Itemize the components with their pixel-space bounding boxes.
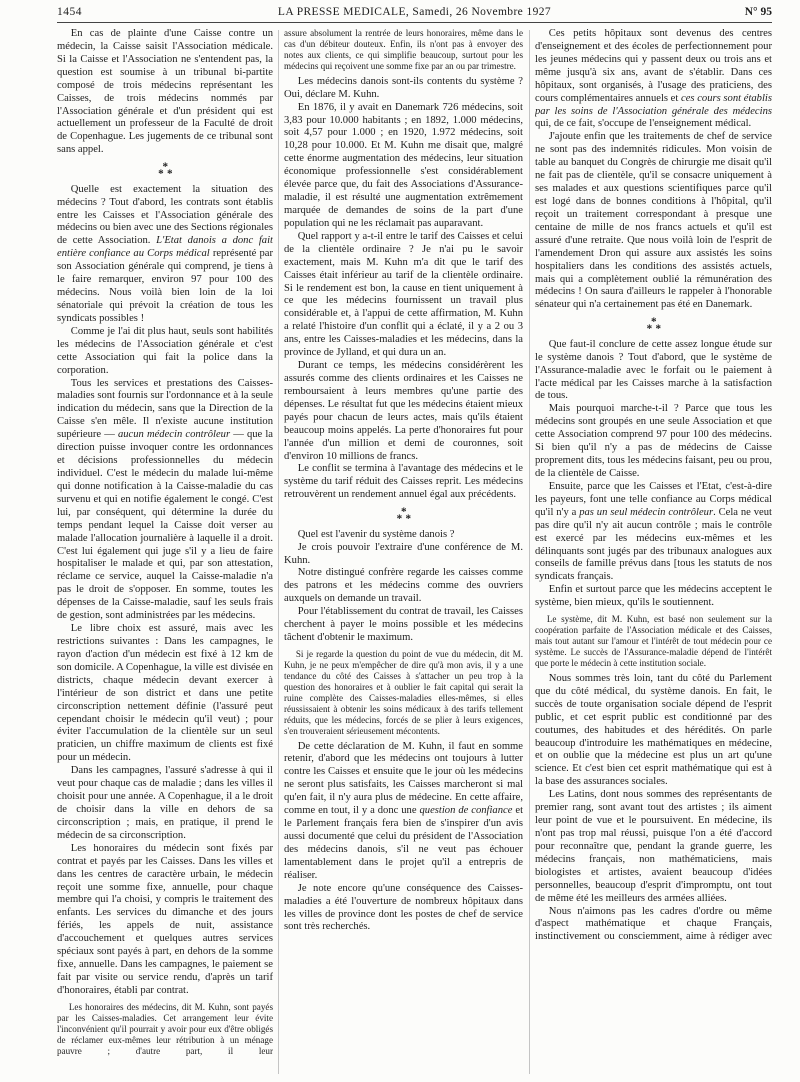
paragraph: Le libre choix est assuré, mais avec les restrictions suivantes : Dans les campagnes, le rayon d'action d'un médecin est fixé à 12 km de son domicile. A Copenhague, la ville est divisée en districts, chaque médecin devant exercer à l'intérieur de son district et dans une petite circonscription nettement définie (l'assuré peut cependant choisir le médecin qu'il veut) ; pour éviter l'accumulation de la clientèle sur un seul praticien, un chiffre maximum de clients est fixé pour un médecin. <box>57 623 273 764</box>
quote-small-print: Les honoraires des médecins, dit M. Kuhn, sont payés par les Caisses-maladies. Cet arrangement leur évite l'inconvénient qu'il pourrait y avoir pour eux d'être obligés de réclamer eux-mêmes leur rétribution à un ménage pauvre ; d'autre part, il leur <box>57 1001 273 1056</box>
text-run: et le Parlement français fera bien de s'inspirer d'un avis aussi documenté que celui du président de l'Association des médecins danois, s'il ne veut pas échouer lamentablement dans le projet qu'il a entrepris de réaliser. <box>284 805 523 881</box>
paragraph: Nous sommes très loin, tant du côté du Parlement que du côté médical, du système danois. En fait, le succès de toute organisation sociale dépend de l'esprit public, et cet esprit public est conditionné par des coutumes, des habitudes et des hérédités. On parle beaucoup d'introduire les mathématiques en médecine, et on oublie que la médecine est plus un art qu'une science. Et c'est bien cet esprit mathématique qui est à la base des assurances sociales. <box>535 672 772 788</box>
paragraph: Mais pourquoi marche-t-il ? Parce que tous les médecins sont groupés en une seule Association et que cette Association comprend 97 pour 100 des médecins. Si bien qu'il n'y a pas de médecins de Caisse proprement dits, tous les médecins faisant, peu ou prou, de la clientèle de Caisse. <box>535 403 772 479</box>
paragraph: Je crois pouvoir l'extraire d'une conférence de M. Kuhn. <box>284 541 523 566</box>
paragraph: Dans les campagnes, l'assuré s'adresse à qui il veut pour chaque cas de maladie ; dans les villes il choisit pour une année. A Copenhague, il a le droit de choisir dans la ville en dehors de sa circonscription ; mais, en pratique, il prend le médecin de sa circonscription. <box>57 765 273 841</box>
text-run: Quelle est exactement la situation des médecins ? Tout d'abord, les contrats sont établis entre les Caisses et l'Association générale des médecins ou bien avec une des Sections régionales de cette Association. <box>57 183 273 247</box>
quote-small-print-continued: assure absolument la rentrée de leurs honoraires, même dans le cas d'un débiteur douteux. Enfin, ils n'ont pas à envoyer des notes aux clients, ce qui simplifie beaucoup, surtout pour les médecins qui reçoivent une somme fixe par an ou par trimestre. <box>284 28 523 71</box>
paragraph: Les médecins danois sont-ils contents du système ? Oui, déclare M. Kuhn. <box>284 75 523 100</box>
paragraph: Les Latins, dont nous sommes des représentants de premier rang, sont avant tout des artistes ; ils aiment leur point de vue et le poursuivent. En médecine, ils n'ont pas trop mal réussi, puisque l'on a été d'accord pour reconnaître que, pendant la grande guerre, les médecins français, non mathématiciens, mais biologistes et artistes, avaient beaucoup d'idées personnelles, beaucoup d'esprit d'impromptu, ont tout de même été les meilleurs des armées alliées. <box>535 789 772 904</box>
paragraph: Le conflit se termina à l'avantage des médecins et le système du tarif réduit des Caisses reprit. Les médecins retrouvèrent un rendement annuel égal aux précédents. <box>284 463 523 501</box>
text-run: Tous les services et prestations des Caisses-maladies sont fournis sur l'ordonnance et à la seule indication du médecin, sans que la Direction de la Caisse s'en mêle. Il n'existe aucune institution supérieure — <box>57 377 273 441</box>
text-run: représenté par son Association générale qui comprend, je tiens à le faire remarquer, environ 97 pour 100 des médecins. Nous voilà bien loin de la loi sénatoriale qui prévoit la création de tous les syndicats possibles ! <box>57 248 273 324</box>
paragraph: Quel est l'avenir du système danois ? <box>297 528 455 540</box>
column-rule <box>529 30 530 1074</box>
paragraph: Je note encore qu'une conséquence des Caisses-maladies a été l'ouverture de nombreux hôpitaux dans les villes de province dont les postes de chef de service sont très recherchés. <box>284 882 523 933</box>
page-number: 1454 <box>57 6 82 18</box>
paragraph: Quel rapport y a-t-il entre le tarif des Caisses et celui de la clientèle ordinaire ? Je n'ai pu le savoir exactement, mais M. Kuhn m'a dit que le tarif des Caisses était inférieur au tarif de la clientèle ordinaire. Si le rendement est bon, la cause en tient uniquement à ce que les médecins fournissent un travail plus considérable et, à l'appui de cette affirmation, M. Kuhn a relaté l'histoire d'un conflit qui a éclaté, il y a 2 ou 3 ans, entre les Caisses-maladies et les médecins, dans la province de Jylland, et qui dura un an. <box>284 230 523 359</box>
asterism-icon <box>535 312 772 339</box>
column-2 <box>284 28 523 1076</box>
text-run: — que la direction puisse invoquer contre les ordonnances et décisions professionnelles du médecin individuel. C'est le médecin du malade lui-même qui donne notification à la Caisse-maladie du cas survenu et qui en notifie également le congé. C'est lui, par conséquent, qui détermine la durée du temps pendant lequel la Caisse doit verser au malade l'allocation journalière à laquelle il a droit. C'est lui également qui juge s'il y a lieu de faire hospitaliser le malade et qui, par son attestation, réclame ce service, auquel la Caisse-maladie n'a pas le droit de s'opposer. En somme, toutes les dépenses de la Caisse-maladie, sauf les seuls frais de gestion, sont administrées par les médecins. <box>57 429 273 622</box>
paragraph: En cas de plainte d'une Caisse contre un médecin, la Caisse saisit l'Association médicale. Si la Caisse et l'Association ne s'entendent pas, la question est soumise à un tribunal bi-partite composé de trois médecins représentant les Caisses, de trois médecins nommés par l'Association générale et d'un président qui est actuellement un professeur de la Faculté de droit de Copenhague. Les jugements de ce tribunal sont sans appel. <box>57 28 273 156</box>
italic-text-run: ces cours sont établis par les soins de l'Association générale des médecins <box>535 92 772 117</box>
paragraph: J'ajoute enfin que les traitements de chef de service ne sont pas des indemnités ridicules. Mon voisin de table au banquet du Congrès de chirurgie me disait qu'il ne fait pas de clientèle, qu'il se consacre uniquement à ses malades et aux questions scientifiques parce qu'il est logé dans de bonnes conditions à l'hôpital, qu'il reçoit un traitement correspondant à presque une centaine de mille de nos francs actuels et qu'il est assuré d'une retraite. Que nous voilà loin de l'esprit de l'amendement Dron qui assure aux assistés les soins hospitaliers dans les conditions des assistés actuels, mais qui a complètement oublié la rémunération des médecins ! On saura d'ailleurs le rappeler à l'honorable sénateur qui n'a certainement pas été en Danemark. <box>535 131 772 311</box>
asterism-icon <box>57 157 273 184</box>
paragraph: Nous n'aimons pas les cadres d'ordre ou même d'aspect mathématique et chaque Français, instinctivement ou consciemment, aime à rédiger avec <box>535 905 772 943</box>
text-run: De cette déclaration de M. Kuhn, il faut en somme retenir, d'abord que les médecins ont toujours à lutter contre les Caisses et ensuite que le jour où les médecins ne seront plus satisfaits, les Caisses marcheront si mal qu'en fait, il n'y aura plus de médecine. En cette affaire, comme en tout, il y a donc une <box>284 740 523 817</box>
paragraph: Que faut-il conclure de cette assez longue étude sur le système danois ? Tout d'abord, que le système de l'Assurance-maladie avec le forfait ou le paiement à l'acte médical par les Caisses marche à la satisfaction de tous. <box>535 338 772 402</box>
text-run: Ensuite, parce que les Caisses et l'Etat, c'est-à-dire les payeurs, font une telle confiance au Corps médical qu'il n'y a <box>535 480 772 518</box>
quote-small-print: Si je regarde la question du point de vue du médecin, dit M. Kuhn, je ne peux m'empêcher de dire qu'à mon avis, il y a une tendance du côté des Caisses à s'attacher un peu trop à la question des honoraires et à oublier le fait capital qui serait la ruine complète des Caisses-maladies elles-mêmes, si elles réussissaient à obtenir les soins médicaux à des tarifs tellement réduits, que les médecins, forcés de se plier à leurs exigences, s'en trouveraient sérieusement mécontents. <box>284 649 523 736</box>
paragraph: Les honoraires du médecin sont fixés par contrat et payés par les Caisses. Dans les villes et dans les centres de caractère urbain, le médecin reçoit une somme fixe, annuelle, pour chaque membre qui l'a choisi, y compris le traitement des enfants. Les services du dimanche et des jours fériés, les appels de nuit, assistance d'accouchement et quelques autres services spéciaux sont payés à part, en dehors de la somme fixe, annuelle. Dans les campagnes, le paiement se fait par visite ou service rendu, d'après un tarif d'honoraires, établi par contrat. <box>57 842 273 996</box>
column-3 <box>535 28 772 1076</box>
running-head <box>57 5 772 20</box>
paragraph <box>57 378 273 624</box>
column-1 <box>57 28 273 1076</box>
paragraph: Durant ce temps, les médecins considérèrent les assurés comme des clients ordinaires et les Caisses ne remboursaient à leurs membres qu'une partie des dépenses. Le résultat fut que les médecins étaient mieux payés pour chacun de leurs actes, mais qu'ils étaient beaucoup moins appelés. La perte d'honoraires fut pour l'année d'un million et demi de couronnes, soit d'environ 10 millions de francs. <box>284 360 523 462</box>
paragraph: Pour l'établissement du contrat de travail, les Caisses cherchent à payer le moins possible et les médecins tâchent d'obtenir le maximum. <box>284 606 523 644</box>
paragraph: Enfin et surtout parce que les médecins acceptent le système, bien mieux, qu'ils le soutiennent. <box>535 584 772 609</box>
asterism-icon <box>284 502 523 529</box>
paragraph <box>57 184 273 326</box>
text-run: . Cela ne veut pas dire qu'il n'y ait aucun contrôle ; mais le contrôle est exercé par les médecins eux-mêmes et les délinquants sont jugés par des tribunaux analogues aux conseils de famille prévus dans [tous les statuts de nos syndicats français. <box>535 506 772 583</box>
text-run: qui, de ce fait, s'occupe de l'enseignement médical. <box>535 118 752 130</box>
header-rule <box>57 22 772 23</box>
column-rule <box>278 30 279 1074</box>
italic-text-run: L'Etat danois a donc fait entière confiance au Corps médical <box>57 235 273 260</box>
text-run: Ces petits hôpitaux sont devenus des centres d'enseignement et des écoles de perfectionnement pour les jeunes médecins qui y passent deux ou trois ans et même jusqu'à six ans, avant de s'établir. Dans ces hôpitaux, sont organisés, à l'usage des praticiens, des cours complémentaires annuels et <box>535 28 772 104</box>
paragraph: Comme je l'ai dit plus haut, seuls sont habilités les médecins de l'Association générale et c'est cette Association qui fait la police dans la corporation. <box>57 325 273 376</box>
quote-small-print: Le système, dit M. Kuhn, est basé non seulement sur la coopération parfaite de l'Association médicale et des Caisses, mais tout autant sur l'amour et l'intérêt de tout médecin pour ce système. Le succès de l'Assurance-maladie dépend de l'intérêt que porte le médecin à cette institution sociale. <box>535 614 772 668</box>
journal-title: LA PRESSE MEDICALE, Samedi, 26 Novembre 1927 <box>277 6 552 18</box>
paragraph <box>284 741 523 883</box>
italic-text-run: pas un seul médecin contrôleur <box>579 506 714 518</box>
paragraph: En 1876, il y avait en Danemark 726 médecins, soit 3,83 pour 10.000 habitants ; en 1892, 1.000 médecins, soit 4,57 pour 1.000 ; en 1920, 1.972 médecins, soit 10,28 pour 10.000. Et M. Kuhn me disait que, malgré cette énorme augmentation des médecins, leur situation économique professionnelle s'est considérablement élevée parce que, du fait des Associations d'Assurance-maladie, il est résulté une augmentation extrêmement marquée de demandes de soins de la part d'une population qui ne les réclamait pas auparavant. <box>284 101 523 229</box>
paragraph: Notre distingué confrère regarde les caisses comme des patrons et les médecins comme des ouvriers auxquels on demande un travail. <box>284 567 523 605</box>
paragraph <box>535 28 772 131</box>
issue-number: N° 95 <box>744 6 772 18</box>
paragraph <box>535 481 772 584</box>
italic-text-run: aucun médecin contrôleur <box>117 429 231 441</box>
italic-text-run: question de confiance <box>419 805 513 817</box>
